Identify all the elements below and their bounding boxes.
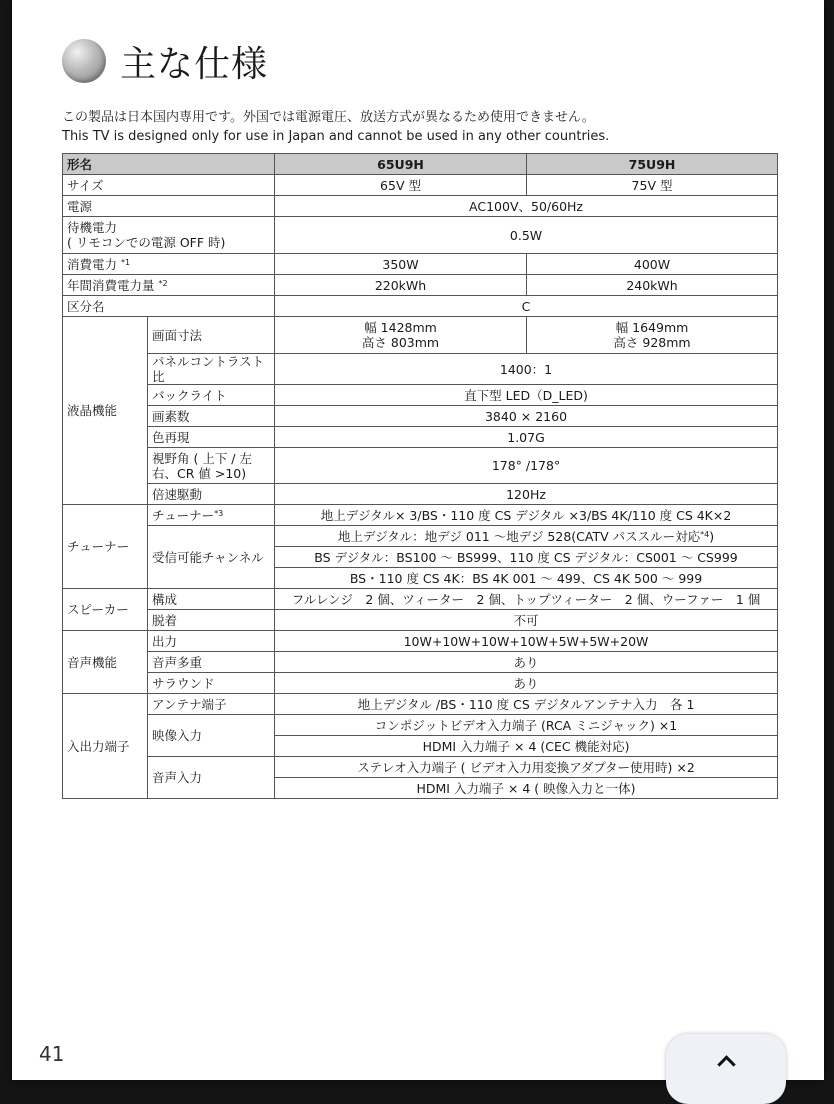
table-row — [63, 406, 778, 427]
row-label — [63, 275, 275, 296]
table-row — [63, 757, 778, 778]
row-label: 視野角 ( 上下 / 左右、CR 値 >10) — [148, 448, 275, 484]
table-row — [63, 589, 778, 610]
standby-value: 0.5W — [275, 217, 778, 254]
antenna-value: 地上デジタル /BS・110 度 CS デジタルアンテナ入力 各 1 — [275, 694, 778, 715]
audio-multiplex-value: あり — [275, 652, 778, 673]
speaker-config-value: フルレンジ 2 個、ツィーター 2 個、トップツィーター 2 個、ウーファー 1 個 — [275, 589, 778, 610]
table-row — [63, 715, 778, 736]
audio-input-stereo: ステレオ入力端子 ( ビデオ入力用変換アダプター使用時) ×2 — [275, 757, 778, 778]
footnote-mark: *3 — [214, 508, 224, 518]
audio-input-hdmi: HDMI 入力端子 × 4 ( 映像入力と一体) — [275, 778, 778, 799]
group-label-tuner: チューナー — [63, 505, 148, 589]
table-row — [63, 610, 778, 631]
channels-terrestrial-close: ) — [709, 528, 715, 544]
row-label: 構成 — [148, 589, 275, 610]
table-row — [63, 631, 778, 652]
channels-value-bs: BS デジタル：BS100 ～ BS999、110 度 CS デジタル：CS001 ～ CS999 — [275, 547, 778, 568]
screen-width-b: 幅 1649mm — [615, 320, 689, 335]
row-label: 音声多重 — [148, 652, 275, 673]
video-input-hdmi: HDMI 入力端子 × 4 (CEC 機能対応) — [275, 736, 778, 757]
size-value-b: 75V 型 — [527, 175, 778, 196]
annual-value-a: 220kWh — [275, 275, 527, 296]
section-header — [62, 36, 268, 86]
screen-height-a: 高さ 803mm — [361, 335, 440, 350]
row-label: 映像入力 — [148, 715, 275, 757]
table-row — [63, 275, 778, 296]
table-row — [63, 196, 778, 217]
annual-value-b: 240kWh — [527, 275, 778, 296]
channels-terrestrial-text: 地上デジタル：地デジ 011 ～地デジ 528(CATV パススルー対応 — [337, 528, 701, 544]
footnote-mark: *1 — [121, 257, 131, 267]
row-label — [148, 505, 275, 526]
table-row — [63, 354, 778, 385]
standby-label-line-1: 待機電力 — [67, 220, 118, 235]
spec-table — [62, 153, 778, 799]
chevron-up-icon — [717, 1055, 735, 1073]
screen-value-a — [275, 317, 527, 354]
screen-value-b — [527, 317, 778, 354]
manual-page — [12, 0, 824, 1080]
row-label: バックライト — [148, 385, 275, 406]
footnote-mark: *4 — [700, 529, 710, 539]
group-label-audio: 音声機能 — [63, 631, 148, 694]
row-label: アンテナ端子 — [148, 694, 275, 715]
table-row-header — [63, 154, 778, 175]
page-title: 主な仕様 — [120, 43, 269, 85]
consumption-value-a: 350W — [275, 254, 527, 275]
header-model-a: 65U9H — [275, 154, 527, 175]
table-row — [63, 385, 778, 406]
row-label: 受信可能チャンネル — [148, 526, 275, 589]
row-label — [63, 254, 275, 275]
table-row — [63, 296, 778, 317]
color-value: 1.07G — [275, 427, 778, 448]
audio-surround-value: あり — [275, 673, 778, 694]
row-label: サラウンド — [148, 673, 275, 694]
category-value: C — [275, 296, 778, 317]
contrast-value: 1400：1 — [275, 354, 778, 385]
table-row — [63, 217, 778, 254]
viewing-angle-value: 178° /178° — [275, 448, 778, 484]
table-row — [63, 694, 778, 715]
row-label: 出力 — [148, 631, 275, 652]
group-label-io: 入出力端子 — [63, 694, 148, 799]
header-model-b: 75U9H — [527, 154, 778, 175]
table-row — [63, 526, 778, 547]
row-label: 画素数 — [148, 406, 275, 427]
channels-value-terrestrial — [275, 526, 778, 547]
row-label: サイズ — [63, 175, 275, 196]
pixels-value: 3840 × 2160 — [275, 406, 778, 427]
row-label — [63, 217, 275, 254]
video-input-composite: コンポジットビデオ入力端子 (RCA ミニジャック) ×1 — [275, 715, 778, 736]
tuner-label: チューナー — [152, 507, 215, 523]
table-row — [63, 427, 778, 448]
screen-width-a: 幅 1428mm — [364, 320, 437, 335]
standby-label-line-2: ( リモコンでの電源 OFF 時) — [67, 235, 226, 250]
audio-output-value: 10W+10W+10W+10W+5W+5W+20W — [275, 631, 778, 652]
consumption-value-b: 400W — [527, 254, 778, 275]
channels-value-4k: BS・110 度 CS 4K：BS 4K 001 ～ 499、CS 4K 500 ～ 999 — [275, 568, 778, 589]
screen-height-b: 高さ 928mm — [613, 335, 691, 350]
group-label-lcd: 液晶機能 — [63, 317, 148, 505]
notice-japanese: この製品は日本国内専用です。外国では電源電圧、放送方式が異なるため使用できません。 — [62, 110, 595, 125]
size-value-a: 65V 型 — [275, 175, 527, 196]
speed-value: 120Hz — [275, 484, 778, 505]
table-row — [63, 254, 778, 275]
table-row — [63, 505, 778, 526]
table-row — [63, 484, 778, 505]
group-label-speaker: スピーカー — [63, 589, 148, 631]
table-row — [63, 175, 778, 196]
speaker-removable-value: 不可 — [275, 610, 778, 631]
row-label: 脱着 — [148, 610, 275, 631]
row-label: 画面寸法 — [148, 317, 275, 354]
backlight-value: 直下型 LED（D_LED) — [275, 385, 778, 406]
footnote-mark: *2 — [158, 278, 168, 288]
row-label: 区分名 — [63, 296, 275, 317]
row-label: 色再現 — [148, 427, 275, 448]
power-value: AC100V、50/60Hz — [275, 196, 778, 217]
row-label: パネルコントラスト比 — [148, 354, 275, 385]
table-row — [63, 652, 778, 673]
consumption-label: 消費電力 — [67, 256, 118, 272]
table-row — [63, 673, 778, 694]
annual-label: 年間消費電力量 — [67, 277, 155, 293]
circle-bullet-icon — [62, 39, 106, 83]
table-row — [63, 317, 778, 354]
notice-english: This TV is designed only for use in Japan and cannot be used in any other countries. — [62, 129, 610, 144]
table-row — [63, 448, 778, 484]
row-label: 倍速駆動 — [148, 484, 275, 505]
tuner-value: 地上デジタル× 3/BS・110 度 CS デジタル ×3/BS 4K/110 度 CS 4K×2 — [275, 505, 778, 526]
page-number: 41 — [39, 1042, 65, 1066]
row-label: 電源 — [63, 196, 275, 217]
header-label: 形名 — [63, 154, 275, 175]
row-label: 音声入力 — [148, 757, 275, 799]
scroll-up-button[interactable] — [666, 1034, 786, 1104]
